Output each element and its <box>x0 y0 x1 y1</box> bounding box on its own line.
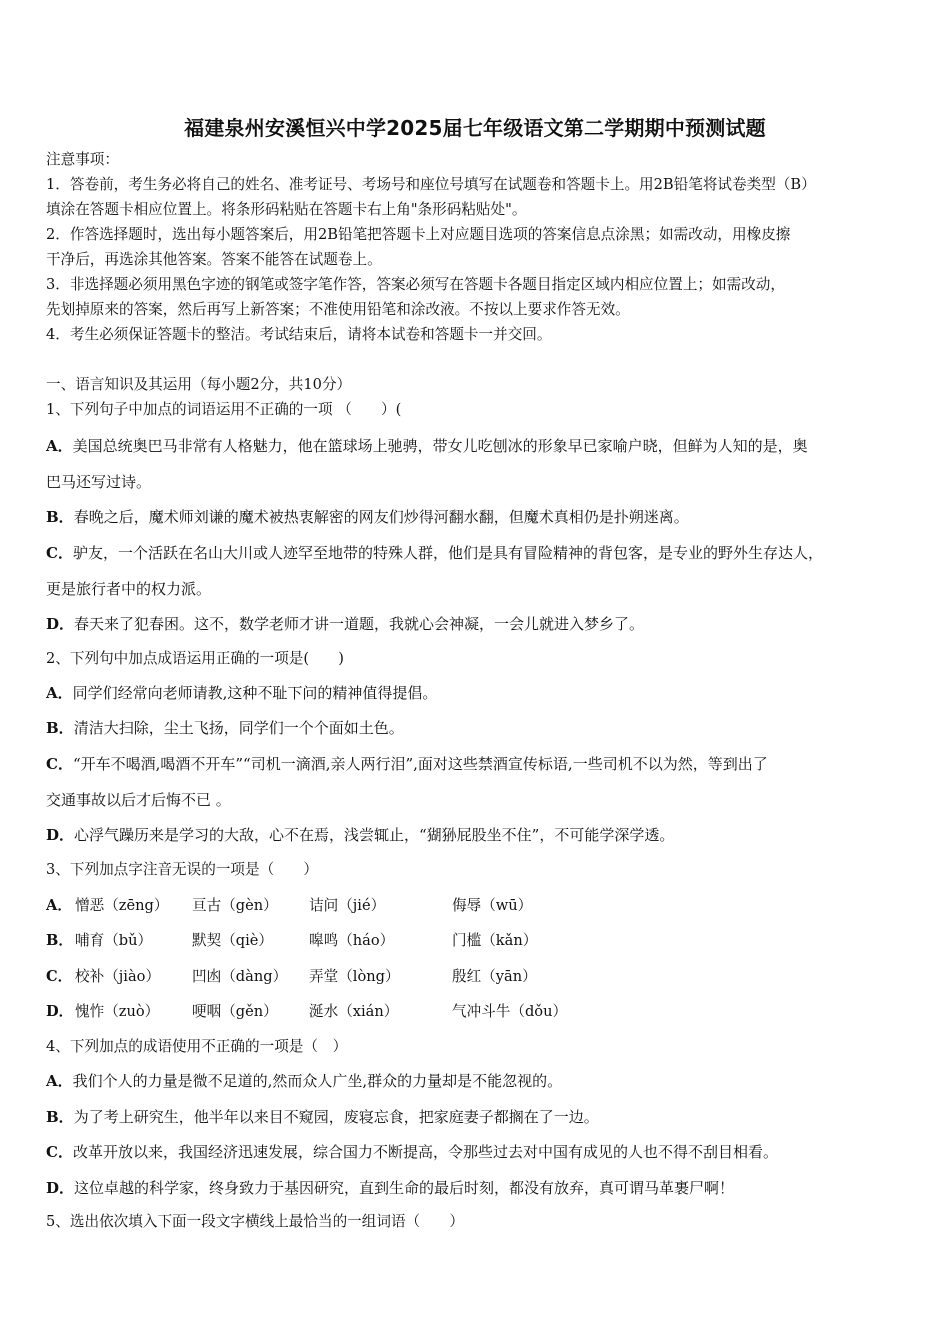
question-4-option-a: A．我们个人的力量是微不足道的,然而众人广坐,群众的力量却是不能忽视的。 <box>46 1072 563 1090</box>
option-label: A． <box>46 1072 73 1090</box>
notice-line: 4．考生必须保证答题卡的整洁。考试结束后，请将本试卷和答题卡一并交回。 <box>46 326 552 343</box>
option-label: D． <box>46 826 75 844</box>
question-5-stem: 5、选出依次填入下面一段文字横线上最恰当的一组词语（ ） <box>46 1213 464 1230</box>
option-item: 哺育（bǔ） <box>75 932 153 949</box>
option-item: 侮辱（wū） <box>452 897 533 914</box>
question-3-stem: 3、下列加点字注音无误的一项是（ ） <box>46 861 318 878</box>
option-label: A． <box>46 437 73 455</box>
option-item: 憎恶（zēng） <box>75 897 169 914</box>
option-label: D． <box>46 1003 74 1020</box>
notice-line: 2．作答选择题时，选出每小题答案后，用2B铅笔把答题卡上对应题目选项的答案信息点涂黑；如需改动，用橡皮擦 <box>46 226 791 243</box>
question-4-option-b: B．为了考上研究生，他半年以来目不窥园，废寝忘食，把家庭妻子都搁在了一边。 <box>46 1108 599 1126</box>
question-1-option-c: C．驴友，一个活跃在名山大川或人迹罕至地带的特殊人群，他们是具有冒险精神的背包客，是专业的野外生存达人， <box>46 544 823 562</box>
notice-line: 先划掉原来的答案，然后再写上新答案；不准使用铅笔和涂改液。不按以上要求作答无效。 <box>46 301 630 318</box>
option-label: D． <box>46 1179 75 1197</box>
question-1-option-d: D．春天来了犯春困。这不，数学老师才讲一道题，我就心会神凝，一会儿就进入梦乡了。 <box>46 615 645 633</box>
option-label: C． <box>46 755 73 773</box>
question-1-stem: 1、下列句子中加点的词语运用不正确的一项 （ ）( <box>46 401 402 418</box>
question-1-option-a: A．美国总统奥巴马非常有人格魅力，他在篮球场上驰骋，带女儿吃刨冰的形象早已家喻户晓，但鲜为人知的是，奥 <box>46 437 808 455</box>
option-item: 凹凼（dàng） <box>192 968 288 985</box>
option-item: 门槛（kǎn） <box>452 932 538 949</box>
question-2-option-b: B．清洁大扫除，尘土飞扬，同学们一个个面如土色。 <box>46 719 404 737</box>
option-label: C． <box>46 1143 73 1161</box>
question-1-option-c-cont: 更是旅行者中的权力派。 <box>46 580 212 598</box>
question-4-option-d: D．这位卓越的科学家，终身致力于基因研究，直到生命的最后时刻，都没有放弃，真可谓马革裹尸啊！ <box>46 1179 735 1197</box>
option-label: C． <box>46 968 73 985</box>
question-1-option-b: B．春晚之后，魔术师刘谦的魔术被热衷解密的网友们炒得河翻水翻，但魔术真相仍是扑朔迷离。 <box>46 508 689 526</box>
question-4-option-c: C．改革开放以来，我国经济迅速发展，综合国力不断提高，令那些过去对中国有成见的人也不得不刮目相看。 <box>46 1143 778 1161</box>
option-item: 嗥鸣（háo） <box>309 932 395 949</box>
question-2-stem: 2、下列句中加点成语运用正确的一项是( ) <box>46 650 344 667</box>
question-1-option-a-cont: 巴马还写过诗。 <box>46 473 152 491</box>
question-2-option-c: C．“开车不喝酒,喝酒不开车”“司机一滴酒,亲人两行泪”,面对这些禁酒宣传标语,一些司机不以为然，等到出了 <box>46 755 768 773</box>
option-label: B． <box>46 1108 74 1126</box>
option-item: 愧怍（zuò） <box>75 1003 160 1020</box>
option-label: A． <box>46 684 73 702</box>
option-label: B． <box>46 719 74 737</box>
option-item: 亘古（gèn） <box>192 897 278 914</box>
question-2-option-d: D．心浮气躁历来是学习的大敌，心不在焉，浅尝辄止，“猢狲屁股坐不住”，不可能学深学透。 <box>46 826 675 844</box>
option-label: B． <box>46 932 73 949</box>
notice-heading: 注意事项： <box>46 151 119 168</box>
notice-line: 3．非选择题必须用黑色字迹的钢笔或签字笔作答，答案必须写在答题卡各题目指定区域内相应位置上；如需改动， <box>46 276 785 293</box>
option-item: 气冲斗牛（dǒu） <box>452 1003 568 1020</box>
option-label: B． <box>46 508 74 526</box>
option-item: 弄堂（lòng） <box>309 968 400 985</box>
notice-line: 1．答卷前，考生务必将自己的姓名、准考证号、考场号和座位号填写在试题卷和答题卡上。用2B铅笔将试卷类型（B） <box>46 176 816 193</box>
option-label: A． <box>46 897 72 914</box>
section-heading: 一、语言知识及其运用（每小题2分，共10分） <box>46 376 352 393</box>
page-title: 福建泉州安溪恒兴中学2025届七年级语文第二学期期中预测试题 <box>184 116 766 140</box>
option-item: 殷红（yān） <box>452 968 537 985</box>
option-label: C． <box>46 544 73 562</box>
option-item: 哽咽（gěn） <box>192 1003 278 1020</box>
notice-line: 填涂在答题卡相应位置上。将条形码粘贴在答题卡右上角"条形码粘贴处"。 <box>46 201 527 218</box>
option-item: 涎水（xián） <box>309 1003 399 1020</box>
option-item: 诘问（jié） <box>309 897 386 914</box>
notice-line: 干净后，再选涂其他答案。答案不能答在试题卷上。 <box>46 251 382 268</box>
question-2-option-a: A．同学们经常向老师请教,这种不耻下问的精神值得提倡。 <box>46 684 438 702</box>
option-item: 默契（qiè） <box>192 932 274 949</box>
option-label: D． <box>46 615 75 633</box>
question-4-stem: 4、下列加点的成语使用不正确的一项是（ ） <box>46 1038 348 1055</box>
question-2-option-c-cont: 交通事故以后才后悔不已 。 <box>46 791 231 809</box>
option-item: 校补（jiào） <box>75 968 161 985</box>
